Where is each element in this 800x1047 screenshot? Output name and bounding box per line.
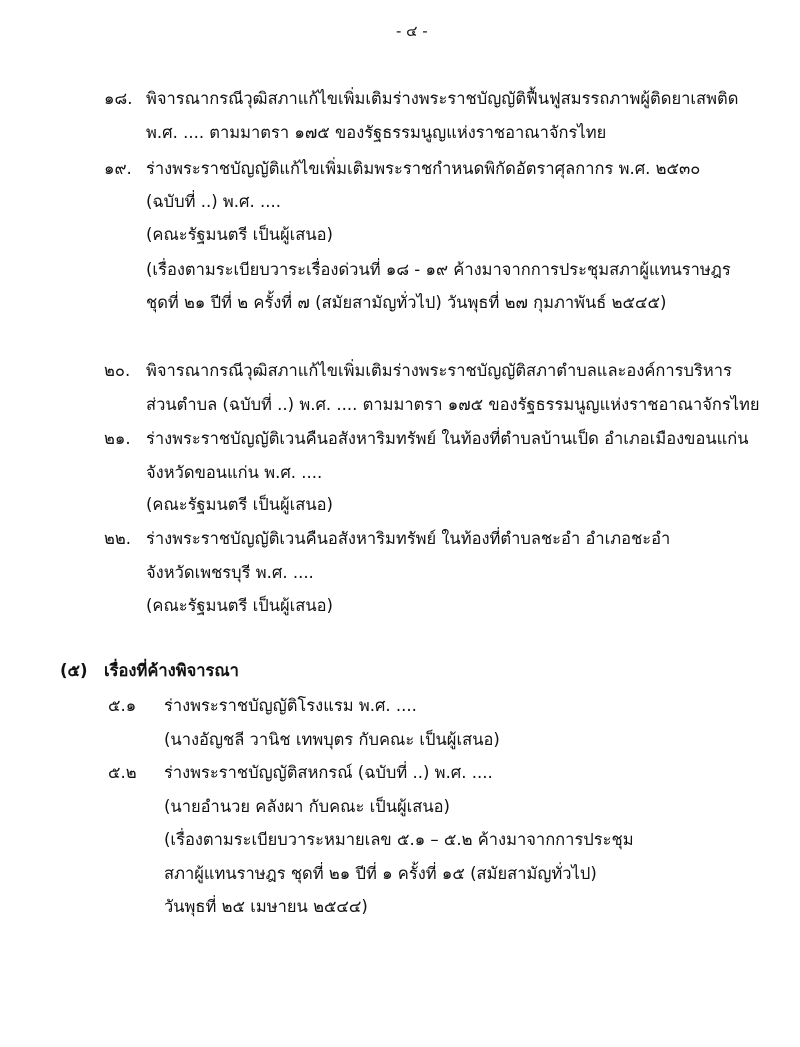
- subitem-line: สภาผู้แทนราษฎร ชุดที่ ๒๑ ปีที่ ๑ ครั้งที่ ๑๕ (สมัยสามัญทั่วไป): [164, 864, 597, 883]
- item-line: จังหวัดขอนแก่น พ.ศ. ....: [146, 463, 323, 482]
- item-line: พ.ศ. .... ตามมาตรา ๑๗๕ ของรัฐธรรมนูญแห่งราชอาณาจักรไทย: [146, 123, 607, 142]
- subitem-line: วันพุธที่ ๒๕ เมษายน ๒๕๔๔): [164, 897, 368, 916]
- item-line: (เรื่องตามระเบียบวาระเรื่องด่วนที่ ๑๘ - ๑๙ ค้างมาจากการประชุมสภาผู้แทนราษฎร: [146, 260, 731, 279]
- item-line: ชุดที่ ๒๑ ปีที่ ๒ ครั้งที่ ๗ (สมัยสามัญทั่วไป) วันพุธที่ ๒๗ กุมภาพันธ์ ๒๕๔๕): [146, 293, 667, 312]
- subitem-line: (เรื่องตามระเบียบวาระหมายเลข ๕.๑ – ๕.๒ ค้างมาจากการประชุม: [164, 830, 634, 849]
- section-title: เรื่องที่ค้างพิจารณา: [104, 661, 239, 680]
- subitem-line: ร่างพระราชบัญญัติสหกรณ์ (ฉบับที่ ..) พ.ศ. ....: [164, 763, 493, 782]
- item-number: ๒๒.: [104, 529, 131, 548]
- item-number: ๒๑.: [104, 429, 131, 448]
- item-number: ๒๐.: [104, 361, 131, 380]
- subitem-number: ๕.๑: [108, 696, 137, 715]
- subitem-line: (นางอัญชลี วานิช เทพบุตร กับคณะ เป็นผู้เสนอ): [164, 730, 500, 749]
- item-line: (คณะรัฐมนตรี เป็นผู้เสนอ): [146, 596, 333, 615]
- item-line: พิจารณากรณีวุฒิสภาแก้ไขเพิ่มเติมร่างพระราชบัญญัติฟื้นฟูสมรรถภาพผู้ติดยาเสพติด: [146, 89, 739, 108]
- item-line: (คณะรัฐมนตรี เป็นผู้เสนอ): [146, 495, 333, 514]
- section-number: (๕): [60, 661, 88, 680]
- item-line: ร่างพระราชบัญญัติเวนคืนอสังหาริมทรัพย์ ในท้องที่ตำบลบ้านเป็ด อำเภอเมืองขอนแก่น: [146, 429, 749, 448]
- item-number: ๑๙.: [104, 159, 132, 178]
- item-line: ร่างพระราชบัญญัติเวนคืนอสังหาริมทรัพย์ ในท้องที่ตำบลชะอำ อำเภอชะอำ: [146, 529, 671, 548]
- item-line: พิจารณากรณีวุฒิสภาแก้ไขเพิ่มเติมร่างพระราชบัญญัติสภาตำบลและองค์การบริหาร: [146, 361, 732, 380]
- item-line: จังหวัดเพชรบุรี พ.ศ. ....: [146, 563, 314, 582]
- item-line: ร่างพระราชบัญญัติแก้ไขเพิ่มเติมพระราชกำหนดพิกัดอัตราศุลกากร พ.ศ. ๒๕๓๐: [146, 159, 701, 178]
- item-line: ส่วนตำบล (ฉบับที่ ..) พ.ศ. .... ตามมาตรา ๑๗๕ ของรัฐธรรมนูญแห่งราชอาณาจักรไทย: [146, 395, 760, 414]
- item-line: (ฉบับที่ ..) พ.ศ. ....: [146, 192, 281, 211]
- page-number: - ๔ -: [396, 22, 428, 40]
- subitem-line: ร่างพระราชบัญญัติโรงแรม พ.ศ. ....: [164, 696, 417, 715]
- item-line: (คณะรัฐมนตรี เป็นผู้เสนอ): [146, 225, 333, 244]
- item-number: ๑๘.: [104, 89, 133, 108]
- subitem-number: ๕.๒: [108, 763, 137, 782]
- subitem-line: (นายอำนวย คลังผา กับคณะ เป็นผู้เสนอ): [164, 797, 450, 816]
